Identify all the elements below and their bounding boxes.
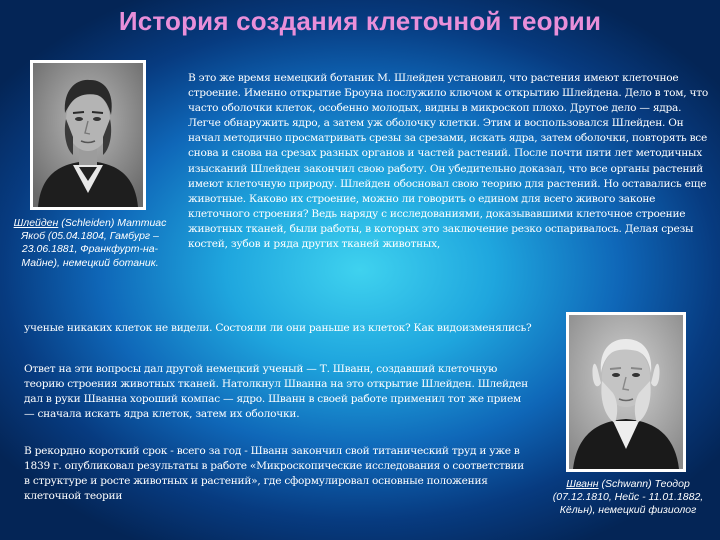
schwann-portrait: [566, 312, 686, 472]
schleiden-portrait-image: [33, 63, 143, 207]
schleiden-caption: [4, 217, 176, 270]
slide-title: История создания клеточной теории: [118, 6, 602, 36]
schleiden-portrait: [30, 60, 146, 210]
schwann-caption: [540, 478, 716, 518]
schleiden-caption-text: (Schleiden) Маттиас Якоб (05.04.1804, Гамбург – 23.06.1881, Франкфурт-на-Майне), немецкий ботаник.: [21, 217, 167, 269]
paragraph-schwann-answer: Ответ на эти вопросы дал другой немецкий ученый — Т. Шванн, создавший клеточную теорию строения животных тканей. Натолкнул Шванна на это открытие Шлейден. Шлейден дал в руки Шванна хороший компас — ядро. Шванн в своей работе применил тот же прием — сначала искать ядра клеток, затем их оболочки.: [24, 363, 528, 421]
schwann-caption-text: (Schwann) Теодор (07.12.1810, Нейс - 11.01.1882, Кёльн), немецкий физиолог: [552, 478, 704, 517]
schwann-portrait-image: [569, 315, 683, 469]
schwann-name-link[interactable]: Шванн: [566, 478, 599, 490]
paragraph-animal-tissue-question: ученые никаких клеток не видели. Состояли ли они раньше из клеток? Как видоизменялись?: [24, 322, 532, 334]
paragraph-schleiden-research: В это же время немецкий ботаник М. Шлейден установил, что растения имеют клеточное строение. Именно открытие Броуна послужило ключом к открытию Шлейдена. Дело в том, что часто оболочки клеток, особенно молодых, видны в микроскоп плохо. Другое дело — ядра. Легче обнаружить ядро, а затем уж оболочку клетки. Этим и воспользовался Шлейден. Он начал методично просматривать срезы за срезами, искать ядра, затем оболочки, повторять все снова и снова на срезах разных органов и частей растений. После почти пяти лет методичных изысканий Шлейден закончил свою работу. Он убедительно доказал, что все органы растений имеют клеточную природу. Шлейден обосновал свою теорию для растений. Но оставались еще животные. Каково их строение, можно ли говорить о едином для всего живого законе клеточного строения? Ведь наряду с исследованиями, доказывавшими клеточное строение животных тканей, были работы, в которых это заключение резко оспаривалось. Делая срезы костей, зубов и ряда других тканей животных,: [188, 72, 708, 251]
schleiden-name-link[interactable]: Шлейден: [13, 217, 59, 229]
paragraph-schwann-publication: В рекордно короткий срок - всего за год - Шванн закончил свой титанический труд и уже в 1839 г. опубликовал результаты в работе «Микроскопические исследования о соответствии в структуре и росте животных и растений», где сформулировал основные положения клеточной теории: [24, 445, 524, 503]
